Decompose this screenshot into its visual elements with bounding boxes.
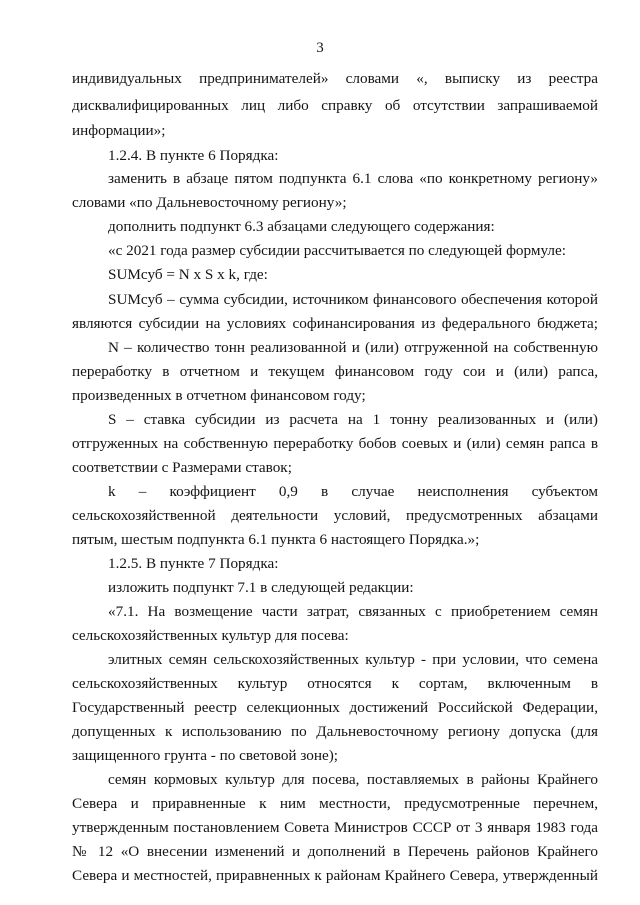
text-line: индивидуальных предпринимателей» словами «, выписку из реестра [72, 70, 598, 87]
text-line: № 12 «О внесении изменений и дополнений в Перечень районов Крайнего [72, 843, 598, 860]
text-line: Севера и приравненные к ним местности, предусмотренные перечнем, [72, 795, 598, 812]
text-line: переработку в отчетном и текущем финансовом году сои и (или) рапса, [72, 363, 598, 380]
text-line: соответствии с Размерами ставок; [72, 459, 292, 476]
text-line: пятым, шестым подпункта 6.1 пункта 6 настоящего Порядка.»; [72, 531, 480, 548]
text-line: 1.2.5. В пункте 7 Порядка: [108, 555, 279, 572]
text-line: сельскохозяйственной деятельности условий, предусмотренных абзацами [72, 507, 598, 524]
text-line: Севера и местностей, приравненных к районам Крайнего Севера, утвержденный [72, 867, 598, 884]
text-line: допущенных к использованию по Дальневосточному региону допуска (для [72, 723, 598, 740]
text-line: N – количество тонн реализованной и (или) отгруженной на собственную [108, 339, 598, 356]
text-line: Государственный реестр селекционных достижений Российской Федерации, [72, 699, 598, 716]
text-line: дисквалифицированных лиц либо справку об отсутствии запрашиваемой [72, 97, 598, 114]
text-line: k – коэффициент 0,9 в случае неисполнения субъектом [108, 483, 598, 500]
text-line: SUMсуб = N x S x k, где: [108, 266, 268, 283]
text-line: произведенных в отчетном финансовом году; [72, 387, 366, 404]
text-line: SUMсуб – сумма субсидии, источником финансового обеспечения которой [108, 291, 598, 308]
text-line: утвержденным постановлением Совета Министров СССР от 3 января 1983 года [72, 819, 598, 836]
text-line: «7.1. На возмещение части затрат, связанных с приобретением семян [108, 603, 598, 620]
text-line: семян кормовых культур для посева, поставляемых в районы Крайнего [108, 771, 598, 788]
text-line: элитных семян сельскохозяйственных культур - при условии, что семена [108, 651, 598, 668]
text-line: 1.2.4. В пункте 6 Порядка: [108, 147, 279, 164]
text-line: дополнить подпункт 6.3 абзацами следующего содержания: [108, 218, 495, 235]
text-line: защищенного грунта - по световой зоне); [72, 747, 338, 764]
text-line: изложить подпункт 7.1 в следующей редакции: [108, 579, 414, 596]
text-line: сельскохозяйственных культур относятся к сортам, включенным в [72, 675, 598, 692]
text-line: являются субсидии на условиях софинансирования из федерального бюджета; [72, 315, 598, 332]
text-line: «с 2021 года размер субсидии рассчитывается по следующей формуле: [108, 242, 566, 259]
text-line: сельскохозяйственных культур для посева: [72, 627, 349, 644]
text-line: словами «по Дальневосточному региону»; [72, 194, 347, 211]
page-number: 3 [316, 40, 324, 56]
text-line: информации»; [72, 122, 166, 139]
text-line: заменить в абзаце пятом подпункта 6.1 слова «по конкретному региону» [108, 170, 598, 187]
text-line: отгруженных на собственную переработку бобов соевых и (или) семян рапса в [72, 435, 598, 452]
text-line: S – ставка субсидии из расчета на 1 тонну реализованных и (или) [108, 411, 598, 428]
